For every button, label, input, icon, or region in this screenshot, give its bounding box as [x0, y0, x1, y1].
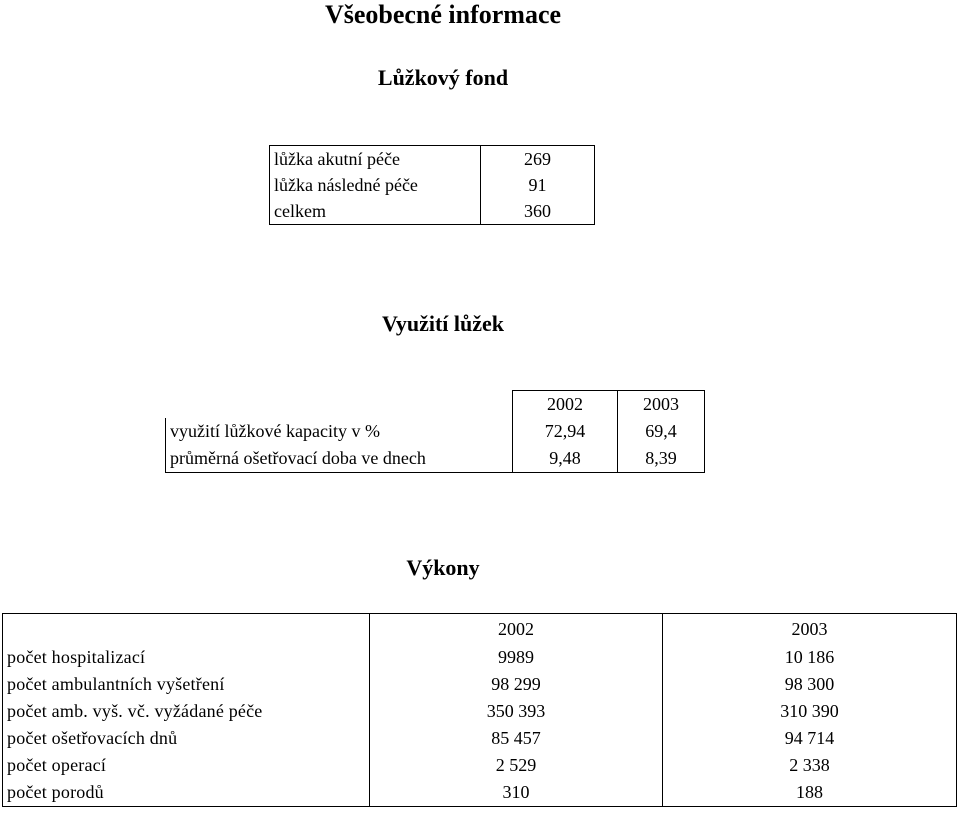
value-2003: 310 390 — [663, 698, 957, 725]
value-2002: 98 299 — [370, 671, 663, 698]
value-2002: 310 — [370, 779, 663, 807]
performance-heading: Výkony — [406, 555, 480, 580]
year-header: 2003 — [663, 614, 957, 645]
table-row — [270, 146, 595, 173]
table-row — [3, 725, 957, 752]
table-row — [3, 779, 957, 807]
row-value: 269 — [481, 146, 595, 173]
row-label: počet amb. vyš. vč. vyžádané péče — [3, 698, 370, 725]
table-row — [166, 445, 705, 473]
table-header-row — [3, 614, 957, 645]
performance-table — [2, 613, 957, 807]
value-2003: 2 338 — [663, 752, 957, 779]
table-row — [3, 671, 957, 698]
table-row — [3, 644, 957, 671]
value-2003: 8,39 — [618, 445, 705, 473]
row-label: počet operací — [3, 752, 370, 779]
page-title: Všeobecné informace — [324, 0, 562, 29]
value-2002: 350 393 — [370, 698, 663, 725]
table-row — [166, 418, 705, 445]
value-2003: 94 714 — [663, 725, 957, 752]
value-2003: 188 — [663, 779, 957, 807]
bed-capacity-table — [269, 145, 595, 225]
header-empty-cell — [3, 614, 370, 645]
value-2003: 10 186 — [663, 644, 957, 671]
value-2003: 98 300 — [663, 671, 957, 698]
row-label: celkem — [270, 198, 481, 225]
row-label: lůžka následné péče — [270, 172, 481, 198]
table-row — [3, 698, 957, 725]
year-header: 2002 — [370, 614, 663, 645]
row-value: 360 — [481, 198, 595, 225]
row-label: počet ambulantních vyšetření — [3, 671, 370, 698]
year-header: 2002 — [513, 391, 618, 419]
row-label: počet ošetřovacích dnů — [3, 725, 370, 752]
value-2002: 72,94 — [513, 418, 618, 445]
row-label: počet porodů — [3, 779, 370, 807]
bed-usage-table — [165, 390, 705, 473]
value-2003: 69,4 — [618, 418, 705, 445]
table-row — [3, 752, 957, 779]
row-label: počet hospitalizací — [3, 644, 370, 671]
row-value: 91 — [481, 172, 595, 198]
row-label: průměrná ošetřovací doba ve dnech — [166, 445, 513, 473]
value-2002: 85 457 — [370, 725, 663, 752]
row-label: lůžka akutní péče — [270, 146, 481, 173]
table-header-row — [166, 391, 705, 419]
table-row — [270, 172, 595, 198]
value-2002: 9989 — [370, 644, 663, 671]
year-header: 2003 — [618, 391, 705, 419]
header-empty-cell — [166, 391, 513, 419]
bed-usage-heading: Využití lůžek — [381, 311, 505, 336]
table-row — [270, 198, 595, 225]
value-2002: 2 529 — [370, 752, 663, 779]
bed-capacity-heading: Lůžkový fond — [377, 65, 509, 90]
row-label: využití lůžkové kapacity v % — [166, 418, 513, 445]
value-2002: 9,48 — [513, 445, 618, 473]
